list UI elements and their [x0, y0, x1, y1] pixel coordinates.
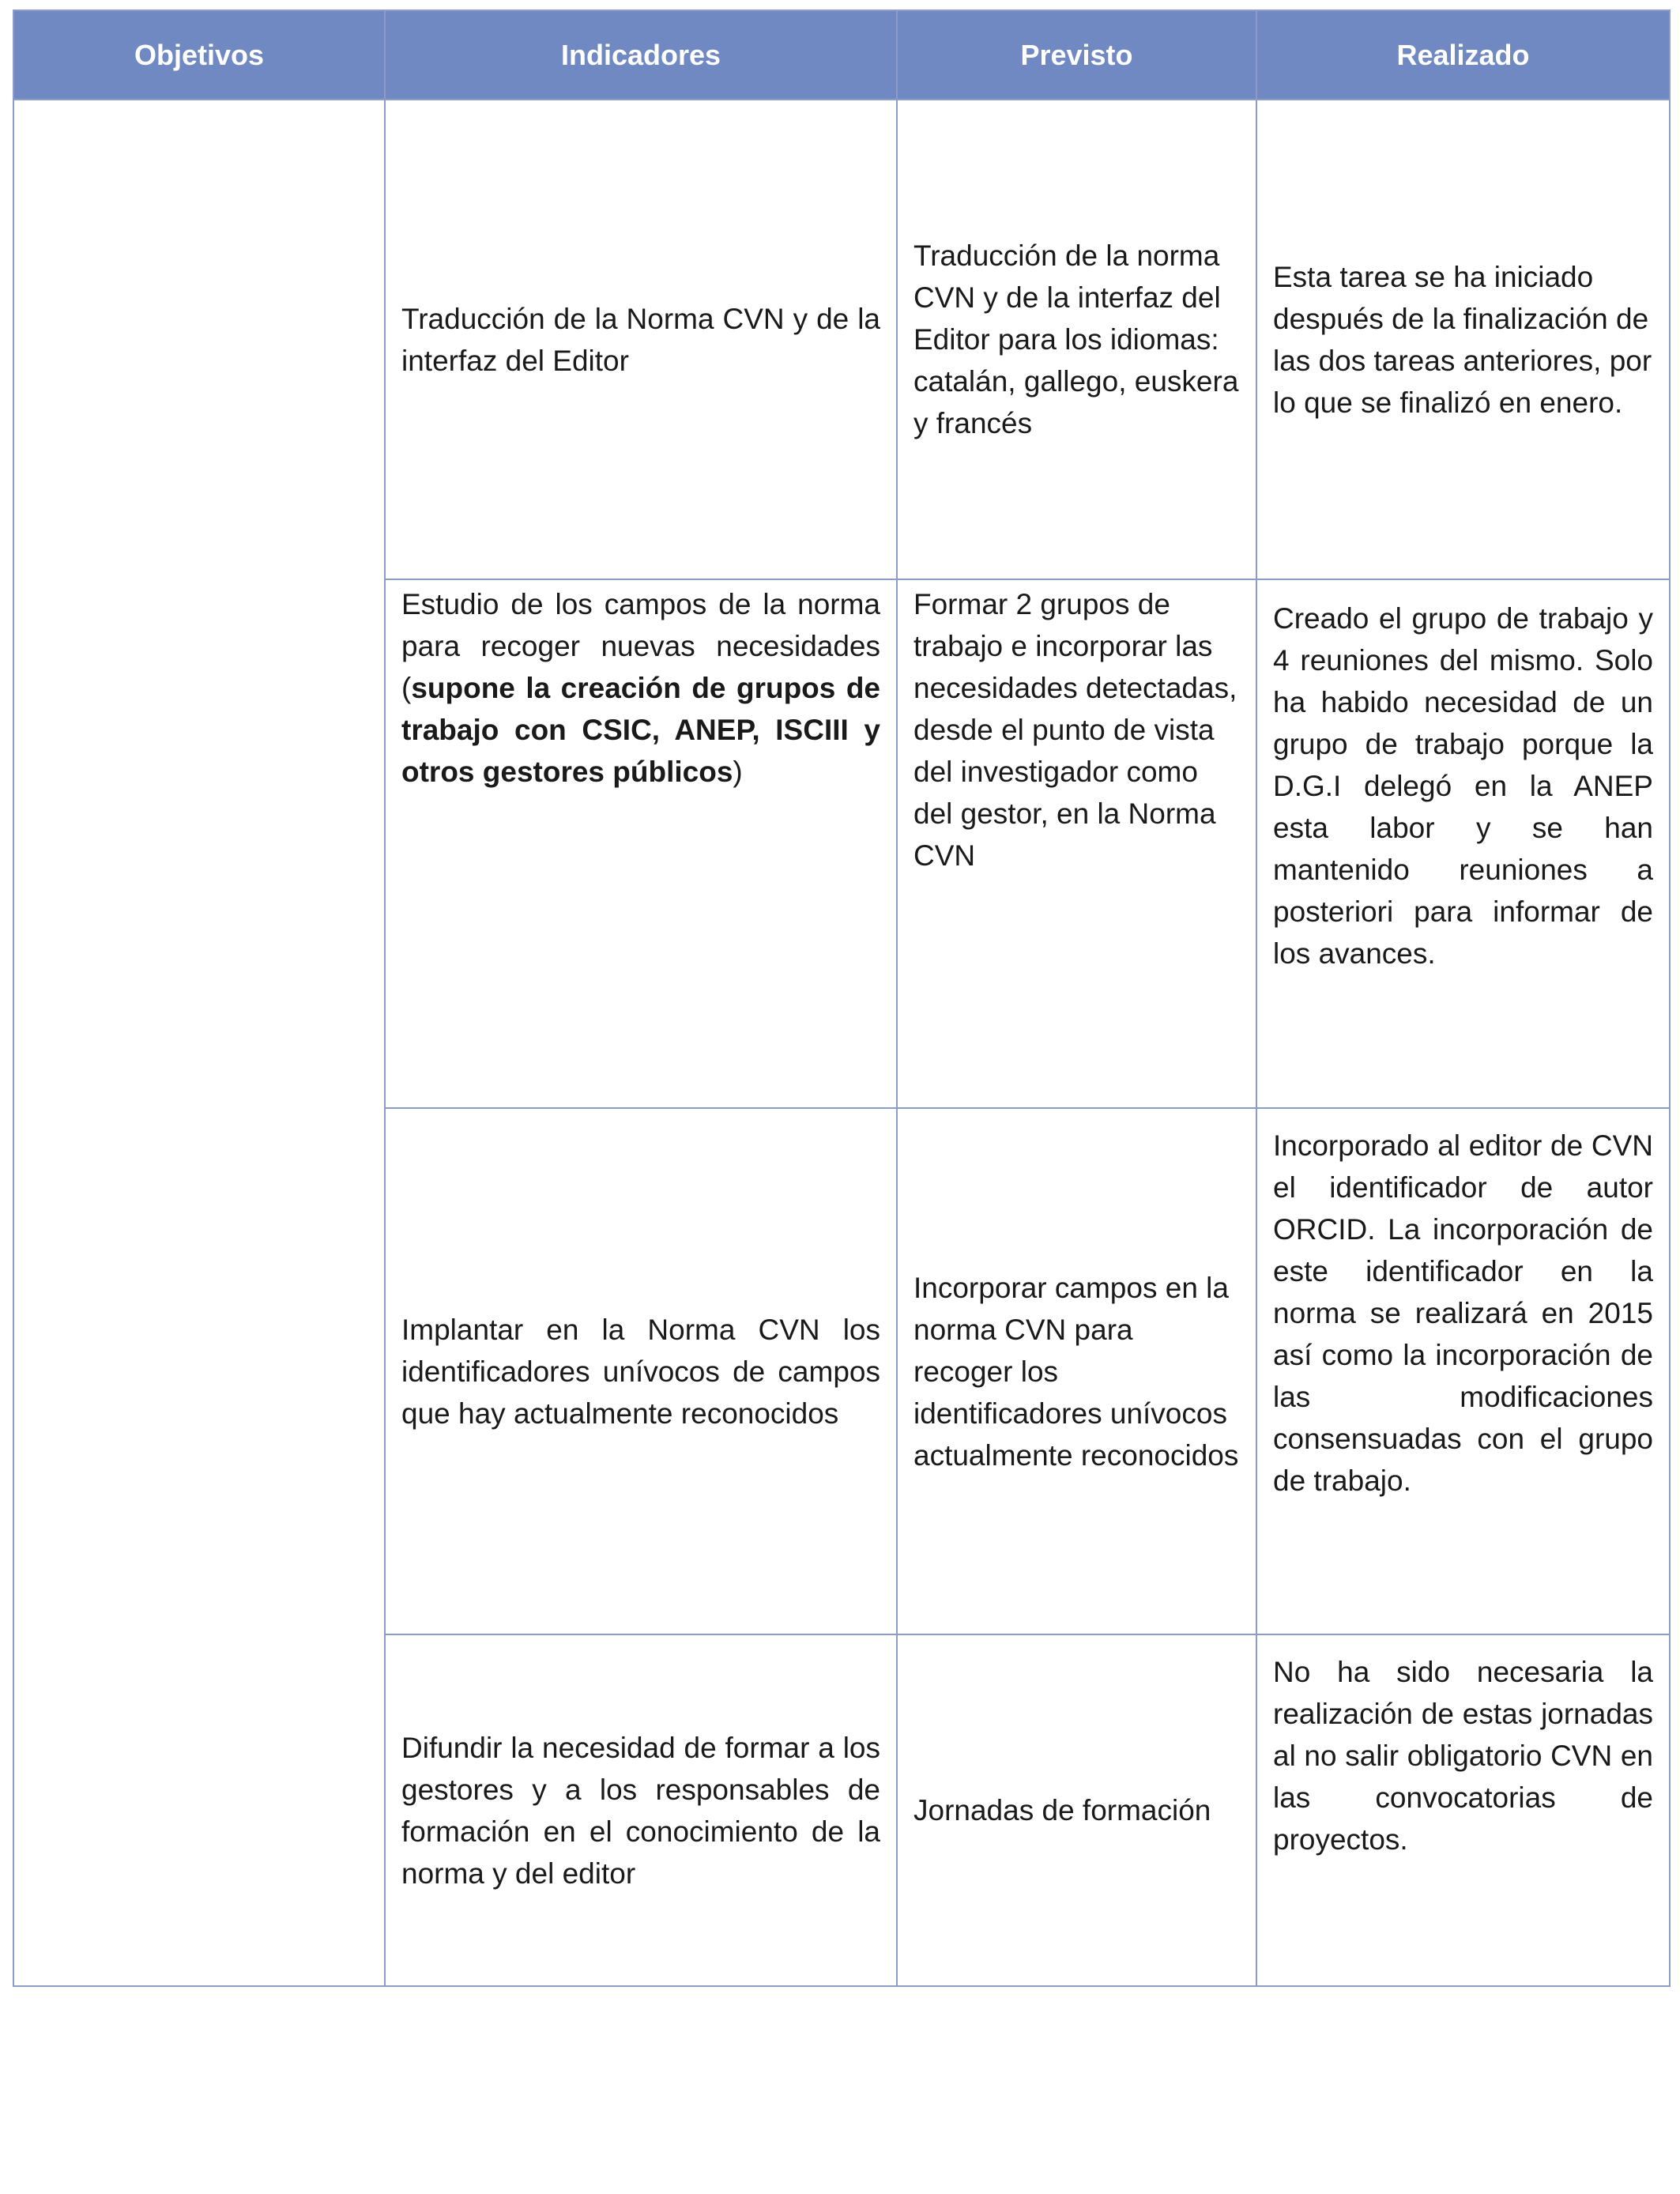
realizado-cell: No ha sido necesaria la realización de estas jornadas al no salir obligatorio CVN en las convocatorias de proyectos. [1256, 1634, 1670, 1986]
header-previsto: Previsto [897, 10, 1256, 100]
objetivos-cell [13, 100, 385, 1986]
previsto-cell: Incorporar campos en la norma CVN para recoger los identificadores unívocos actualmente reconocidos [897, 1108, 1256, 1634]
header-objetivos: Objetivos [13, 10, 385, 100]
table-row [13, 100, 1670, 579]
header-row [13, 10, 1670, 100]
realizado-cell: Esta tarea se ha iniciado después de la finalización de las dos tareas anteriores, por lo que se finalizó en enero. [1256, 100, 1670, 579]
results-table [13, 9, 1671, 1987]
indicador-cell [385, 579, 897, 1108]
previsto-cell: Jornadas de formación [897, 1634, 1256, 1986]
indicador-cell: Implantar en la Norma CVN los identificadores unívocos de campos que hay actualmente reconocidos [385, 1108, 897, 1634]
indicador-text: Estudio de los campos de la norma para recoger nuevas necesidades ( [401, 588, 880, 704]
indicador-suffix: ) [733, 756, 743, 788]
header-realizado: Realizado [1256, 10, 1670, 100]
previsto-cell: Formar 2 grupos de trabajo e incorporar las necesidades detectadas, desde el punto de vista del investigador como del gestor, en la Norma CVN [897, 579, 1256, 1108]
header-indicadores: Indicadores [385, 10, 897, 100]
indicador-cell: Difundir la necesidad de formar a los gestores y a los responsables de formación en el conocimiento de la norma y del editor [385, 1634, 897, 1986]
indicador-bold-text: supone la creación de grupos de trabajo con CSIC, ANEP, ISCIII y otros gestores públicos [401, 672, 880, 788]
realizado-cell: Creado el grupo de trabajo y 4 reuniones del mismo. Solo ha habido necesidad de un grupo de trabajo porque la D.G.I delegó en la ANEP esta labor y se han mantenido reuniones a posteriori para informar de los avances. [1256, 579, 1670, 1108]
realizado-cell: Incorporado al editor de CVN el identificador de autor ORCID. La incorporación de este identificador en la norma se realizará en 2015 así como la incorporación de las modificaciones consensuadas con el grupo de trabajo. [1256, 1108, 1670, 1634]
indicador-cell: Traducción de la Norma CVN y de la interfaz del Editor [385, 100, 897, 579]
previsto-cell: Traducción de la norma CVN y de la interfaz del Editor para los idiomas: catalán, gallego, euskera y francés [897, 100, 1256, 579]
